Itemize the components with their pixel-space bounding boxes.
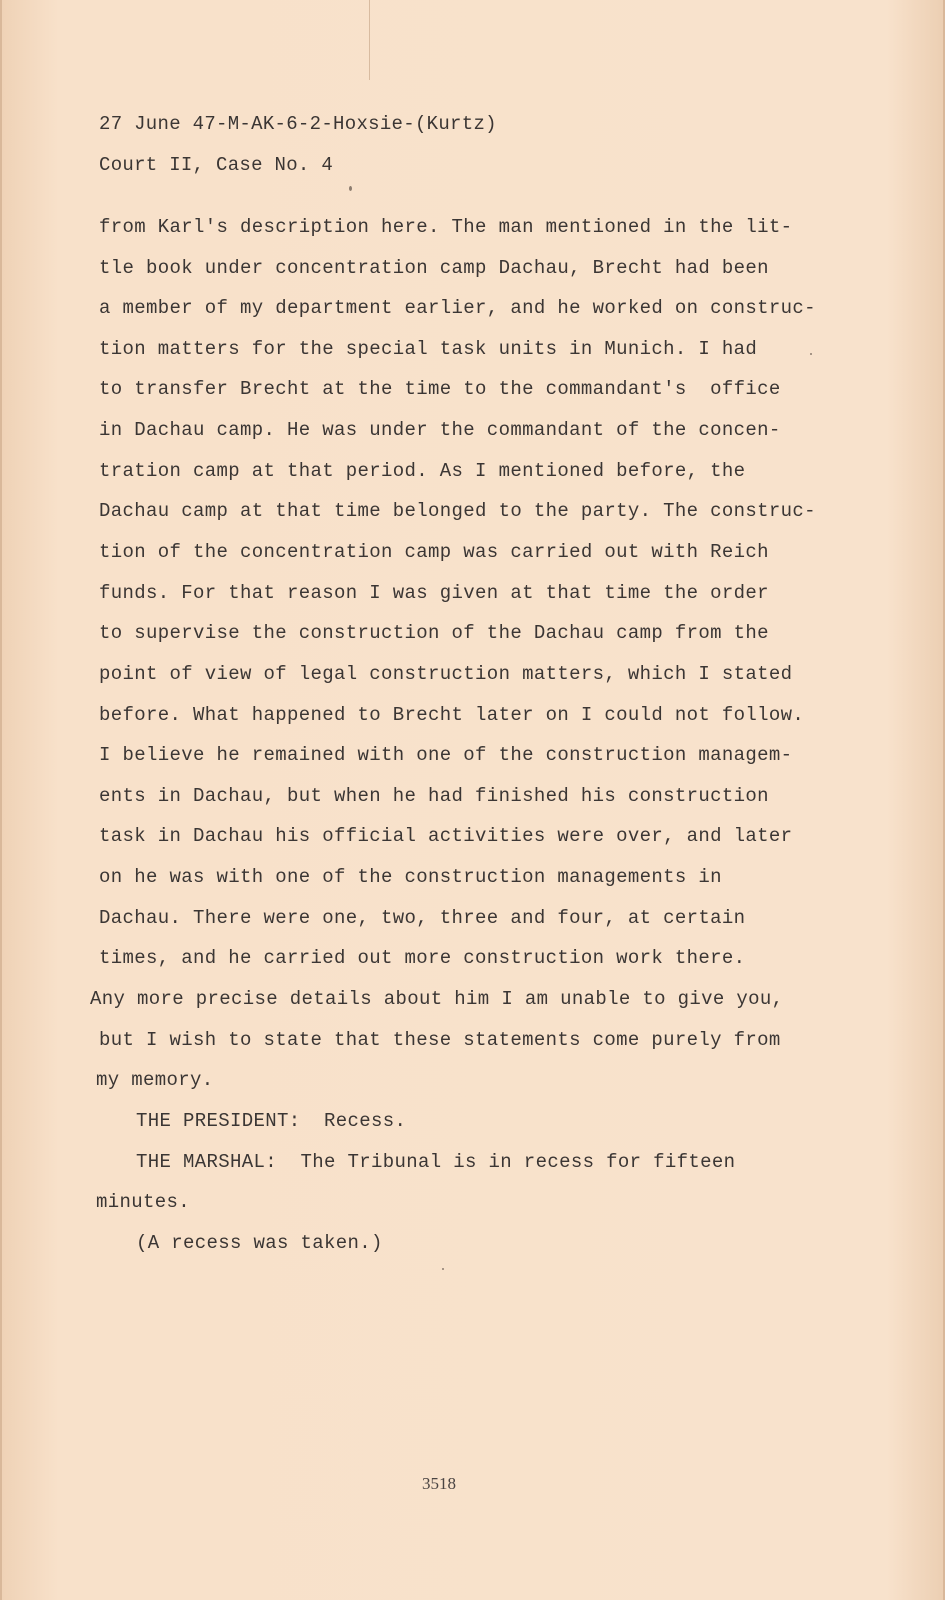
body-line: I believe he remained with one of the construction managem- [99,744,793,766]
body-line: ents in Dachau, but when he had finished his construction [99,785,769,807]
body-line: in Dachau camp. He was under the commandant of the concen- [99,419,781,441]
body-line: before. What happened to Brecht later on I could not follow. [99,704,805,726]
body-line: funds. For that reason I was given at that time the order [99,582,769,604]
body-line: my memory. [96,1069,214,1091]
body-line: times, and he carried out more construction work there. [99,947,746,969]
body-line: tle book under concentration camp Dachau, Brecht had been [99,257,769,279]
header-line-2: Court II, Case No. 4 [99,154,334,176]
body-line: to transfer Brecht at the time to the commandant's office [99,378,781,400]
body-line: point of view of legal construction matters, which I stated [99,663,793,685]
body-line: to supervise the construction of the Dachau camp from the [99,622,769,644]
body-line: tration camp at that period. As I mentioned before, the [99,460,746,482]
body-line: Dachau camp at that time belonged to the party. The construc- [99,500,816,522]
body-line: tion matters for the special task units in Munich. I had [99,338,758,360]
body-line: on he was with one of the construction managements in [99,866,722,888]
page-number: 3518 [422,1474,456,1493]
body-line: but I wish to state that these statements come purely from [99,1029,781,1051]
recess-note: (A recess was taken.) [136,1232,383,1254]
ink-speck [442,1268,444,1270]
body-line: minutes. [96,1191,191,1213]
body-line: a member of my department earlier, and he worked on construc- [99,297,816,319]
body-line: Dachau. There were one, two, three and four, at certain [99,907,746,929]
body-line: task in Dachau his official activities were over, and later [99,825,793,847]
body-line: from Karl's description here. The man mentioned in the lit- [99,216,793,238]
speaker-line-marshal: THE MARSHAL: The Tribunal is in recess for fifteen [136,1151,736,1173]
body-line: tion of the concentration camp was carried out with Reich [99,541,769,563]
ink-speck [349,186,352,191]
speaker-line-president: THE PRESIDENT: Recess. [136,1110,407,1132]
ink-speck [810,353,812,355]
body-line: Any more precise details about him I am unable to give you, [90,988,784,1010]
fold-mark [369,0,370,80]
header-line-1: 27 June 47-M-AK-6-2-Hoxsie-(Kurtz) [99,113,497,135]
